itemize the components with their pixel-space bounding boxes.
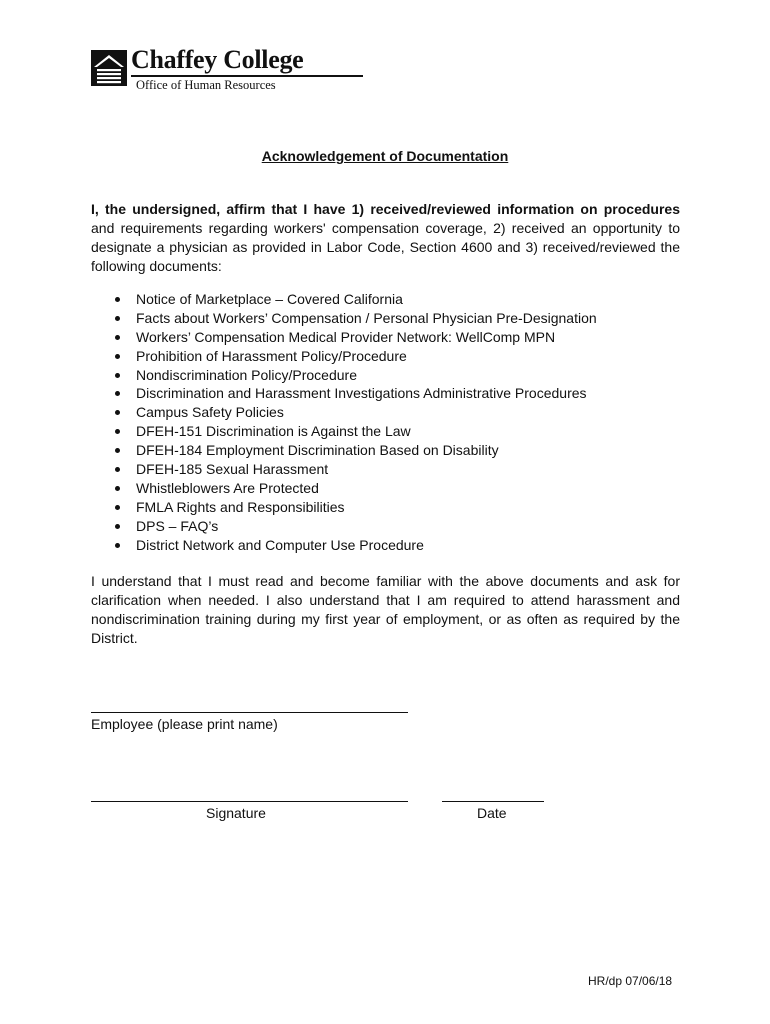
date-label: Date (477, 805, 507, 821)
list-item: District Network and Computer Use Procedure (91, 536, 691, 555)
list-item: Campus Safety Policies (91, 403, 691, 422)
bullet-icon (115, 297, 120, 302)
bullet-icon (115, 486, 120, 491)
chaffey-building-icon (91, 50, 127, 86)
list-item: Facts about Workers’ Compensation / Personal Physician Pre-Designation (91, 309, 691, 328)
documents-list (91, 290, 691, 554)
college-name: Chaffey College (131, 45, 304, 74)
understanding-paragraph: I understand that I must read and become familiar with the above documents and ask for clarification when needed. I also understand that I am required to attend harassment and nondiscrimination training during my first year of employment, or as often as required by the District. (91, 573, 680, 646)
bullet-icon (115, 524, 120, 529)
list-item: Notice of Marketplace – Covered California (91, 290, 691, 309)
bullet-icon (115, 391, 120, 396)
logo-divider (131, 75, 363, 77)
bullet-icon (115, 429, 120, 434)
footer-code: HR/dp 07/06/18 (588, 974, 673, 988)
bullet-icon (115, 335, 120, 340)
list-item: Discrimination and Harassment Investigations Administrative Procedures (91, 384, 691, 403)
date-line[interactable] (442, 801, 544, 802)
bullet-icon (115, 373, 120, 378)
intro-rest: and requirements regarding workers' compensation coverage, 2) received an opportunity to designate a physician as provided in Labor Code, Section 4600 and 3) received/reviewed the following documents: (91, 220, 680, 274)
department-name: Office of Human Resources (136, 78, 276, 92)
list-item: Whistleblowers Are Protected (91, 479, 691, 498)
bullet-icon (115, 354, 120, 359)
bullet-icon (115, 505, 120, 510)
intro-bold-lead: I, the undersigned, affirm that I have 1) received/reviewed information on procedures (91, 201, 680, 217)
bullet-icon (115, 448, 120, 453)
list-item: Nondiscrimination Policy/Procedure (91, 366, 691, 385)
list-item: DFEH-185 Sexual Harassment (91, 460, 691, 479)
signature-line[interactable] (91, 801, 408, 802)
list-item: FMLA Rights and Responsibilities (91, 498, 691, 517)
employee-name-line[interactable] (91, 712, 408, 713)
bullet-icon (115, 543, 120, 548)
list-item: Prohibition of Harassment Policy/Procedure (91, 347, 691, 366)
list-item: DPS – FAQ’s (91, 517, 691, 536)
document-title: Acknowledgement of Documentation (261, 148, 509, 164)
bullet-icon (115, 467, 120, 472)
employee-name-label: Employee (please print name) (91, 716, 278, 732)
signature-label: Signature (206, 805, 266, 821)
list-item: DFEH-184 Employment Discrimination Based on Disability (91, 441, 691, 460)
list-item: Workers’ Compensation Medical Provider Network: WellComp MPN (91, 328, 691, 347)
intro-paragraph (91, 200, 680, 276)
list-item: DFEH-151 Discrimination is Against the Law (91, 422, 691, 441)
bullet-icon (115, 410, 120, 415)
bullet-icon (115, 316, 120, 321)
